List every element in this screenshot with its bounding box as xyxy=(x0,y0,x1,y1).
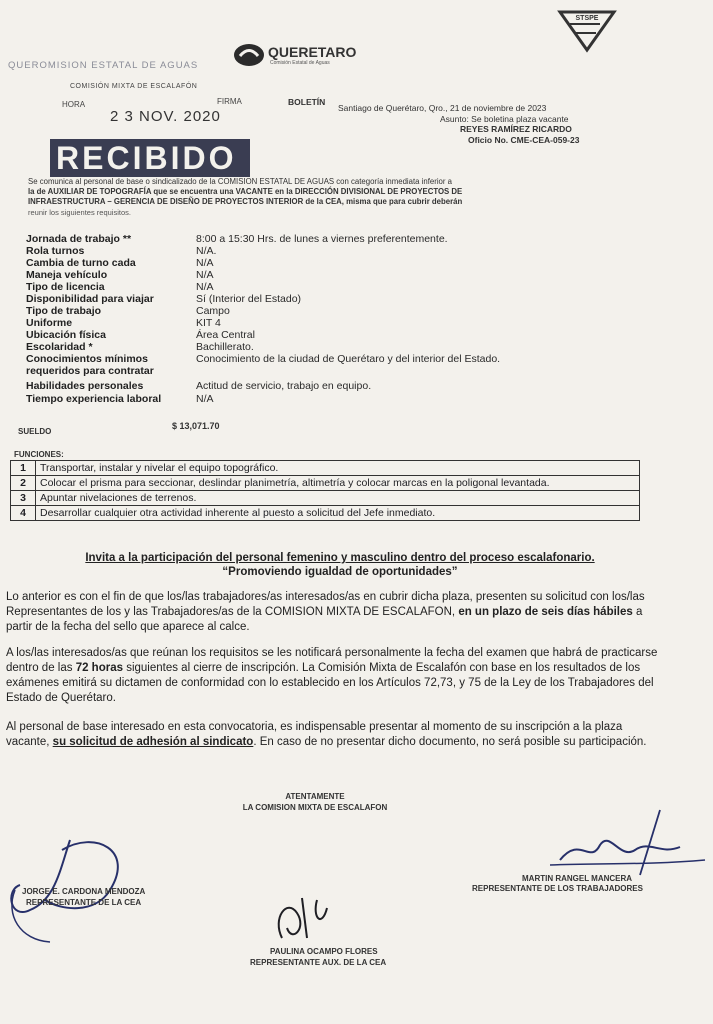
req-value: Campo xyxy=(196,305,230,317)
commission-name: COMISIÓN MIXTA DE ESCALAFÓN xyxy=(70,83,198,90)
req-label: Habilidades personales xyxy=(26,380,144,392)
req-label: Rola turnos xyxy=(26,245,85,257)
paragraph-3-end: . En caso de no presentar dicho documento, no será posible su participación. xyxy=(253,736,647,748)
paragraph-1-text: Lo anterior es con el fin de que los/las trabajadores/as interesados/as en cubrir dicha plaza, presenten su solicitud con los/las Representantes de los y las Trabajadores/as de la COMISION MIXTA DE ESCALAFON, xyxy=(6,591,645,618)
req-row xyxy=(26,380,666,393)
firma-label: FIRMA xyxy=(217,97,242,106)
left-signer-role: REPRESENTANTE DE LA CEA xyxy=(26,898,142,907)
stamp-text: RECIBIDO xyxy=(56,140,237,176)
paragraph-2-bold: 72 horas xyxy=(75,662,123,674)
stamp-date: 2 3 NOV. 2020 xyxy=(110,108,221,125)
invite-line-2: “Promoviendo igualdad de oportunidades” xyxy=(222,566,458,578)
intro-line-4: reunir los siguientes requisitos. xyxy=(28,208,131,217)
req-label: Disponibilidad para viajar xyxy=(26,293,154,305)
paragraph-3 xyxy=(6,720,661,750)
table-row xyxy=(11,491,640,506)
function-text: Colocar el prisma para seccionar, deslindar planimetría, altimetría y colocar marcas en la poligonal levantada. xyxy=(36,476,640,491)
org-line: QUEROMISION ESTATAL DE AGUAS xyxy=(8,60,199,71)
salary-label: SUELDO xyxy=(18,427,52,436)
req-label: Cambia de turno cada xyxy=(26,257,136,269)
req-value: Área Central xyxy=(196,329,255,341)
function-text: Transportar, instalar y nivelar el equipo topográfico. xyxy=(36,461,640,476)
req-label: requeridos para contratar xyxy=(26,365,154,377)
intro-line-1: Se comunica al personal de base o sindicalizado de la COMISION ESTATAL DE AGUAS con categoría inmediata inferior a xyxy=(28,177,452,186)
recibido-stamp xyxy=(50,139,250,177)
req-label: Uniforme xyxy=(26,317,73,329)
right-signature-icon xyxy=(540,805,710,885)
brand-name: QUERETARO xyxy=(268,44,357,60)
center-signer-name: PAULINA OCAMPO FLORES xyxy=(270,947,378,956)
oficio-number: Oficio No. CME-CEA-059-23 xyxy=(468,135,580,145)
function-number: 4 xyxy=(11,506,36,521)
closing-atentamente: ATENTAMENTE xyxy=(285,792,345,801)
place-date: Santiago de Querétaro, Qro., 21 de noviembre de 2023 xyxy=(338,103,547,113)
req-row xyxy=(26,365,666,378)
functions-title: FUNCIONES: xyxy=(14,450,64,459)
req-value: N/A xyxy=(196,281,214,293)
req-value: Sí (Interior del Estado) xyxy=(196,293,302,305)
req-value: Conocimiento de la ciudad de Querétaro y del interior del Estado. xyxy=(196,353,501,365)
paragraph-2-end: siguientes al cierre de inscripción. La Comisión Mixta de Escalafón con base en los resultados de los exámenes emitirá su dictamen de conformidad con lo establecido en los Artículos 72,73, y 75 de la Ley de los Trabajadores del Estado de Querétaro. xyxy=(6,662,654,704)
paragraph-2 xyxy=(6,646,661,706)
req-label: Ubicación física xyxy=(26,329,106,341)
req-label: Maneja vehículo xyxy=(26,269,108,281)
corner-logo-text: STSPE xyxy=(575,15,599,22)
asunto: Asunto: Se boletina plaza vacante xyxy=(440,114,569,124)
table-row xyxy=(11,476,640,491)
functions-table xyxy=(10,460,640,521)
table-row xyxy=(11,461,640,476)
recipient: REYES RAMÍREZ RICARDO xyxy=(460,124,572,134)
req-value: Actitud de servicio, trabajo en equipo. xyxy=(196,380,372,392)
req-value: N/A xyxy=(196,393,214,405)
function-number: 2 xyxy=(11,476,36,491)
center-signature-icon xyxy=(262,888,342,948)
intro-line-2: la de AUXILIAR DE TOPOGRAFÍA que se encuentra una VACANTE en la DIRECCIÓN DIVISIONAL DE PROYECTOS DE xyxy=(28,187,463,196)
water-drop-logo-icon xyxy=(232,42,266,68)
table-row xyxy=(11,506,640,521)
req-label: Conocimientos mínimos xyxy=(26,353,148,365)
paragraph-2-text: A los/las interesados/as que reúnan los requisitos se les notificará personalmente la fecha del examen que habrá de practicarse dentro de las xyxy=(6,647,658,674)
function-number: 3 xyxy=(11,491,36,506)
paragraph-1 xyxy=(6,590,661,635)
stspe-logo-icon xyxy=(556,6,618,54)
req-label: Jornada de trabajo ** xyxy=(26,233,132,245)
req-value: N/A xyxy=(196,257,214,269)
right-signer-role: REPRESENTANTE DE LOS TRABAJADORES xyxy=(472,884,643,893)
intro-line-3: INFRAESTRUCTURA – GERENCIA DE DISEÑO DE PROYECTOS INTERIOR de la CEA, misma que para cubrir deberán xyxy=(28,197,463,206)
req-value: KIT 4 xyxy=(196,317,221,329)
boletin-label: BOLETÍN xyxy=(288,97,326,107)
req-value: N/A xyxy=(196,269,214,281)
req-label: Tiempo experiencia laboral xyxy=(26,393,162,405)
req-value: N/A. xyxy=(196,245,217,257)
paragraph-1-end: a partir de la fecha del sello que aparece al calce. xyxy=(6,606,643,633)
left-signer-name: JORGE E. CARDONA MENDOZA xyxy=(22,887,146,896)
paragraph-3-text: Al personal de base interesado en esta convocatoria, es indispensable presentar al momento de su inscripción a la plaza vacante, xyxy=(6,721,623,748)
invite-line-1: Invita a la participación del personal femenino y masculino dentro del proceso escalafonario. xyxy=(85,552,595,564)
brand-sub: Comisión Estatal de Aguas xyxy=(270,60,330,66)
req-label: Escolaridad * xyxy=(26,341,93,353)
hora-label: HORA xyxy=(62,100,86,109)
function-text: Apuntar nivelaciones de terrenos. xyxy=(36,491,640,506)
salary-value: $ 13,071.70 xyxy=(172,421,220,431)
right-signer-name: MARTIN RANGEL MANCERA xyxy=(522,874,633,883)
paragraph-3-bold: su solicitud de adhesión al sindicato xyxy=(52,736,254,748)
center-signer-role: REPRESENTANTE AUX. DE LA CEA xyxy=(250,958,387,967)
paragraph-1-bold: en un plazo de seis días hábiles xyxy=(458,606,633,618)
req-label: Tipo de licencia xyxy=(26,281,105,293)
req-row xyxy=(26,393,666,406)
req-value: Bachillerato. xyxy=(196,341,254,353)
function-number: 1 xyxy=(11,461,36,476)
req-label: Tipo de trabajo xyxy=(26,305,102,317)
closing-commission: LA COMISION MIXTA DE ESCALAFON xyxy=(242,803,388,812)
function-text: Desarrollar cualquier otra actividad inherente al puesto a solicitud del Jefe inmediato. xyxy=(36,506,640,521)
req-value: 8:00 a 15:30 Hrs. de lunes a viernes preferentemente. xyxy=(196,233,448,245)
